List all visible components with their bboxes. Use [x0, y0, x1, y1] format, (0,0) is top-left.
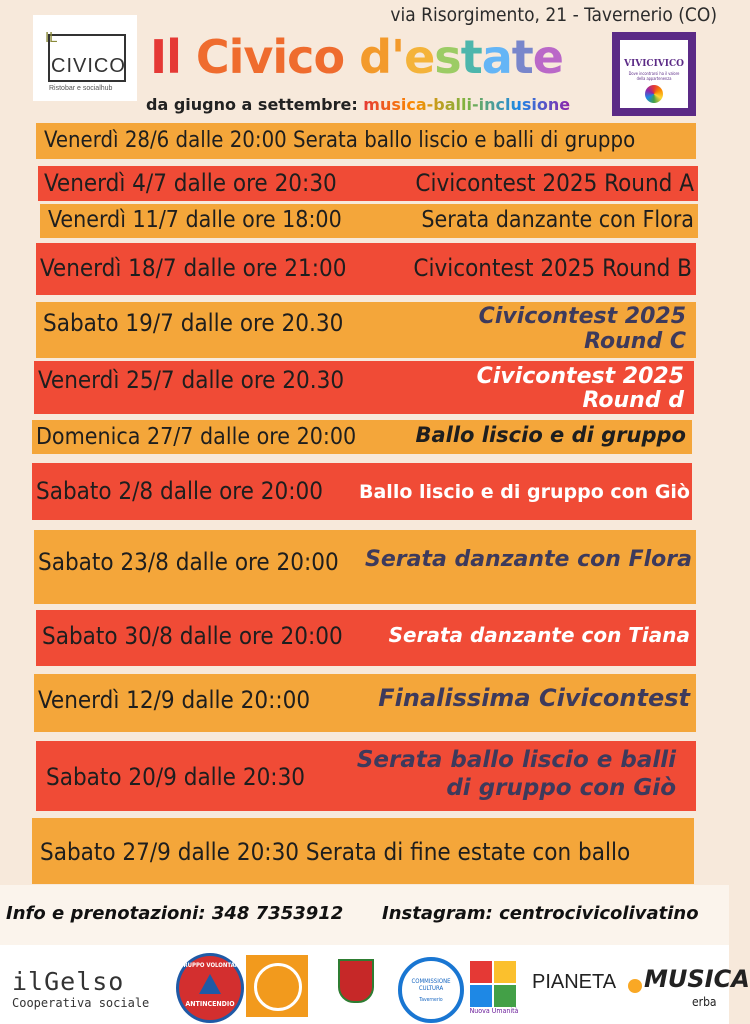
- event-date: Venerdì 28/6 dalle 20:00 Serata ballo liscio e balli di gruppo: [44, 128, 636, 153]
- title-part: d': [359, 30, 405, 84]
- title-part: a: [481, 30, 512, 84]
- address: via Risorgimento, 21 - Tavernerio (CO): [390, 4, 717, 26]
- event-row: [36, 123, 696, 159]
- event-date: Venerdì 12/9 dalle 20::00: [38, 686, 311, 714]
- event-date: Sabato 2/8 dalle ore 20:00: [36, 477, 324, 505]
- volontari-text: GRUPPO VOLONTARI: [179, 962, 241, 969]
- event-row: [40, 204, 698, 238]
- event-title: Civicontest 2025: [476, 364, 684, 389]
- subtitle-prefix: da giugno a settembre:: [146, 95, 358, 114]
- event-row: [36, 741, 696, 811]
- puzzle-piece-icon: [470, 961, 492, 983]
- event-title: Ballo liscio e di gruppo con Giò: [359, 481, 690, 503]
- info-bar: [0, 885, 729, 945]
- event-row: [34, 361, 694, 414]
- event-title: Finalissima Civicontest: [378, 684, 690, 712]
- event-title-line2: Round d: [582, 388, 684, 413]
- orange-association-logo: [246, 955, 308, 1017]
- event-date: Sabato 20/9 dalle 20:30: [46, 763, 306, 791]
- event-date: Sabato 23/8 dalle ore 20:00: [38, 548, 339, 576]
- event-title-line2: Round C: [584, 329, 686, 354]
- title-part: Il: [150, 30, 196, 84]
- title-part: t: [460, 30, 482, 84]
- event-row: [36, 302, 696, 358]
- commissione-text: COMMISSIONE CULTURA: [411, 978, 451, 992]
- event-row: [36, 610, 696, 666]
- title-part: e: [404, 30, 435, 84]
- title-part: t: [511, 30, 533, 84]
- gelso-name: ilGelso: [12, 967, 125, 996]
- title-part: e: [532, 30, 563, 84]
- event-row: [32, 818, 694, 884]
- event-title: Serata ballo liscio e balli: [356, 747, 676, 773]
- vivicivico-motto: Dove incontrarsi ha il valore della appartenenza: [628, 71, 680, 81]
- contact-info: Info e prenotazioni: 348 7353912: [6, 903, 344, 924]
- nuova-umanita-logo: [464, 955, 524, 1017]
- triangle-icon: [199, 974, 221, 994]
- event-row: [38, 166, 698, 201]
- event-title: Serata danzante con Flora: [364, 547, 692, 572]
- event-date: Sabato 30/8 dalle ore 20:00: [42, 622, 343, 650]
- puzzle-piece-icon: [470, 985, 492, 1007]
- erba-text: erba: [692, 995, 717, 1009]
- municipal-crest: [332, 947, 378, 1021]
- event-title: Civicontest 2025: [478, 304, 686, 329]
- pianeta-musica-logo: [532, 959, 750, 1013]
- title-part: s: [434, 30, 461, 84]
- page-subtitle: [146, 95, 570, 114]
- title-part: Civico: [195, 30, 360, 84]
- circle-icon: [254, 963, 302, 1011]
- sponsor-footer: [0, 945, 750, 1024]
- volontari-antincendio-logo: [176, 953, 244, 1023]
- vivicivico-name: VIVICIVICO: [624, 59, 684, 69]
- event-row: [34, 530, 696, 604]
- event-title-line2: di gruppo con Giò: [446, 775, 676, 801]
- event-row: [32, 420, 692, 454]
- antincendio-text: ANTINCENDIO: [185, 1000, 235, 1008]
- event-title: Serata danzante con Flora: [421, 207, 694, 233]
- planet-icon: [628, 979, 642, 993]
- page-title: [150, 30, 563, 84]
- sunburst-icon: [645, 85, 663, 103]
- pianeta-text: PIANETA: [532, 971, 617, 993]
- event-date: Venerdì 4/7 dalle ore 20:30: [44, 169, 337, 197]
- event-row: [36, 243, 696, 295]
- event-title: Civicontest 2025 Round A: [415, 169, 694, 197]
- event-date: Sabato 27/9 dalle 20:30 Serata di fine estate con ballo: [40, 838, 631, 866]
- commissione-town: Tavernerio: [419, 997, 443, 1003]
- puzzle-piece-icon: [494, 961, 516, 983]
- il-civico-logo: [33, 15, 137, 101]
- instagram-info: Instagram: centrocivicolivatino: [382, 903, 699, 924]
- nuova-umanita-text: Nuova Umanità: [469, 1007, 519, 1015]
- event-title: Civicontest 2025 Round B: [413, 254, 692, 282]
- logo-il-text: IL: [45, 29, 58, 46]
- subtitle-highlight: musica-balli-inclusione: [363, 95, 571, 114]
- crest-shield-icon: [338, 959, 374, 1003]
- event-title: Serata danzante con Tiana: [388, 623, 690, 647]
- event-row: [32, 463, 692, 520]
- musica-text: MUSICA: [644, 965, 750, 993]
- event-date: Venerdì 18/7 dalle ore 21:00: [40, 254, 347, 282]
- puzzle-piece-icon: [494, 985, 516, 1007]
- event-date: Sabato 19/7 dalle ore 20.30: [43, 309, 344, 337]
- vivicivico-logo: [612, 32, 696, 116]
- gelso-sub: Cooperativa sociale: [12, 996, 150, 1010]
- event-date: Venerdì 11/7 dalle ore 18:00: [48, 207, 342, 233]
- event-date: Venerdì 25/7 dalle ore 20.30: [38, 366, 345, 394]
- logo-tagline: Ristobar e socialhub: [49, 85, 113, 92]
- commissione-cultura-logo: [398, 957, 464, 1023]
- event-title: Ballo liscio e di gruppo: [415, 423, 686, 447]
- event-date: Domenica 27/7 dalle ore 20:00: [36, 424, 357, 450]
- event-row: [34, 674, 696, 732]
- logo-civico-text: CIVICO: [51, 55, 126, 77]
- il-gelso-logo: [12, 967, 149, 1010]
